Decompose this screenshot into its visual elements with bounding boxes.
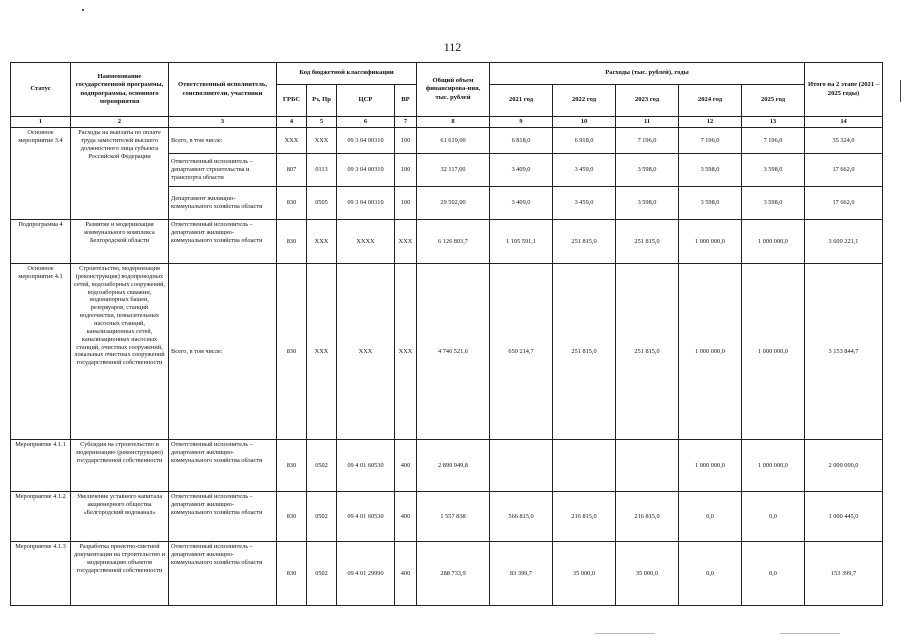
header-csr: ЦСР [337,85,395,117]
cell-grbs: 807 [277,154,307,187]
row-status: Мероприятие 4.1.1 [11,440,71,492]
header-expenses: Расходы (тыс. рублей), годы [490,63,805,85]
row-executor: Всего, в том числе: [169,264,277,440]
cell-2025: 1 000 000,0 [742,220,805,264]
cell-2022: 251 815,0 [553,264,616,440]
cell-2025: 3 598,0 [742,154,805,187]
header-vr: ВР [395,85,417,117]
cell-2024: 3 598,0 [679,154,742,187]
header-2022: 2022 год [553,85,616,117]
cell-2023: 216 815,0 [616,492,679,542]
column-number: 8 [417,117,490,128]
cell-2025: 0,0 [742,492,805,542]
cell-grbs: 830 [277,440,307,492]
column-number: 9 [490,117,553,128]
row-executor: Департамент жилищно-коммунального хозяйства области [169,187,277,220]
column-number: 6 [337,117,395,128]
row-executor: Ответственный исполнитель – департамент жилищно-коммунального хозяйства области [169,440,277,492]
table-row [11,220,883,264]
cell-grbs: 830 [277,264,307,440]
column-number: 2 [71,117,169,128]
cell-2021: 83 399,7 [490,542,553,606]
cell-grbs: 830 [277,542,307,606]
cell-itogo: 17 662,0 [805,187,883,220]
cell-itogo: 3 153 844,7 [805,264,883,440]
cell-rzpr: ХХХ [307,264,337,440]
cell-grbs: 830 [277,220,307,264]
cell-2021 [490,440,553,492]
cell-total: 1 557 838 [417,492,490,542]
table-row [11,264,883,440]
row-name: Развитие и модернизация коммунального комплекса Белгородской области [71,220,169,264]
cell-rzpr: ХХХ [307,220,337,264]
scan-line [780,633,840,634]
cell-grbs: 830 [277,492,307,542]
cell-itogo: 153 399,7 [805,542,883,606]
cell-2023: 3 598,0 [616,154,679,187]
cell-vr: ХХХ [395,220,417,264]
cell-vr: 400 [395,440,417,492]
scan-speck [82,9,84,11]
row-executor: Ответственный исполнитель – департамент жилищно-коммунального хозяйства области [169,220,277,264]
cell-total: 61 619,00 [417,128,490,154]
cell-rzpr: 0113 [307,154,337,187]
cell-2025: 1 000 000,0 [742,440,805,492]
cell-csr: 09 3 04 00310 [337,128,395,154]
cell-itogo: 3 609 221,1 [805,220,883,264]
cell-rzpr: 0502 [307,440,337,492]
row-status: Подпрограмма 4 [11,220,71,264]
cell-2021: 3 409,0 [490,187,553,220]
cell-total: 32 117,00 [417,154,490,187]
header-itogo: Итого на 2 этапе (2021 – 2025 годы) [805,63,883,117]
cell-vr: 100 [395,187,417,220]
header-2021: 2021 год [490,85,553,117]
cell-2022: 216 815,0 [553,492,616,542]
header-2024: 2024 год [679,85,742,117]
row-name: Строительство, модернизация (реконструкция) водопроводных сетей, водозаборных сооружений, водозаборных скважин, водонапорных башен, резервуаров, станций водоочистки, повысительных насосных станций, канализационных сетей, канализационных насосных станций, очистных сооружений, локальных очистных сооружений государственной собственности [71,264,169,440]
cell-rzpr: 0505 [307,187,337,220]
row-name: Разработка проектно-сметной документации на строительство и модернизацию объектов государственной собственности [71,542,169,606]
header-2025: 2025 год [742,85,805,117]
cell-vr: 100 [395,154,417,187]
cell-csr: 09 4 01 60530 [337,440,395,492]
row-name: Расходы на выплаты по оплате труда заместителей высшего должностного лица субъекта Российской Федерации [71,128,169,220]
cell-rzpr: ХХХ [307,128,337,154]
cell-2022: 3 459,0 [553,154,616,187]
cell-total: 4 746 521,6 [417,264,490,440]
cell-csr: 09 3 04 00310 [337,154,395,187]
cell-itogo: 2 000 000,0 [805,440,883,492]
cell-csr: 09 4 01 29990 [337,542,395,606]
column-number: 7 [395,117,417,128]
row-name: Субсидия на строительство и модернизацию (реконструкцию) государственной собственности [71,440,169,492]
cell-csr: 09 3 04 00310 [337,187,395,220]
cell-2025: 0,0 [742,542,805,606]
cell-2024: 7 196,0 [679,128,742,154]
row-executor: Ответственный исполнитель – департамент жилищно-коммунального хозяйства области [169,492,277,542]
scan-line [595,633,655,634]
cell-2023: 3 598,0 [616,187,679,220]
cell-vr: 400 [395,492,417,542]
cell-grbs: 830 [277,187,307,220]
cell-2025: 3 598,0 [742,187,805,220]
cell-2021: 3 409,0 [490,154,553,187]
row-status: Основное мероприятие 3.4 [11,128,71,220]
cell-csr: 09 4 01 60530 [337,492,395,542]
header-status: Статус [11,63,71,117]
header-total-volume: Общий объем финансирова-ния, тыс. рублей [417,63,490,117]
cell-2021: 1 105 591,1 [490,220,553,264]
cell-grbs: ХХХ [277,128,307,154]
row-status: Мероприятие 4.1.2 [11,492,71,542]
cell-2021: 6 818,0 [490,128,553,154]
column-number: 3 [169,117,277,128]
cell-2025: 7 196,0 [742,128,805,154]
cell-itogo: 17 662,0 [805,154,883,187]
column-number: 10 [553,117,616,128]
cell-2023: 7 196,0 [616,128,679,154]
cell-2022: 251 815,0 [553,220,616,264]
cell-rzpr: 0502 [307,492,337,542]
page-number: 112 [443,40,462,54]
cell-2024: 0,0 [679,492,742,542]
cell-2023: 251 815,0 [616,220,679,264]
column-number: 1 [11,117,71,128]
row-executor: Ответственный исполнитель – департамент жилищно-коммунального хозяйства области [169,542,277,606]
header-2023: 2023 год [616,85,679,117]
column-number: 12 [679,117,742,128]
table-row [11,440,883,492]
table-row [11,492,883,542]
cell-csr: ХХХХ [337,220,395,264]
column-number: 13 [742,117,805,128]
cell-2025: 1 000 000,0 [742,264,805,440]
cell-2021: 650 214,7 [490,264,553,440]
cell-total: 288 733,9 [417,542,490,606]
cell-vr: 100 [395,128,417,154]
row-name: Увеличение уставного капитала акционерного общества «Белгородский водоканал» [71,492,169,542]
cell-vr: 400 [395,542,417,606]
cell-total: 6 126 803,7 [417,220,490,264]
cell-2022: 6 918,0 [553,128,616,154]
cell-2022: 35 000,0 [553,542,616,606]
row-status: Основное мероприятие 4.1 [11,264,71,440]
budget-table [10,62,883,606]
cell-csr: ХХХ [337,264,395,440]
column-number: 5 [307,117,337,128]
row-executor: Всего, в том числе: [169,128,277,154]
column-number: 4 [277,117,307,128]
cell-itogo: 1 000 445,0 [805,492,883,542]
scan-mark [900,80,901,102]
cell-total: 29 502,00 [417,187,490,220]
cell-2023: 35 000,0 [616,542,679,606]
cell-rzpr: 0502 [307,542,337,606]
cell-2024: 1 000 000,0 [679,264,742,440]
row-status: Мероприятие 4.1.3 [11,542,71,606]
cell-2023 [616,440,679,492]
table-row [11,542,883,606]
cell-vr: ХХХ [395,264,417,440]
header-kbk: Код бюджетной классификации [277,63,417,85]
header-executor: Ответственный исполнитель, соисполнители, участники [169,63,277,117]
cell-2021: 566 815,0 [490,492,553,542]
cell-2024: 1 000 000,0 [679,440,742,492]
header-rzpr: Рз, Пр [307,85,337,117]
cell-2023: 251 815,0 [616,264,679,440]
cell-2024: 1 000 000,0 [679,220,742,264]
cell-2022: 3 459,0 [553,187,616,220]
cell-2022 [553,440,616,492]
cell-itogo: 35 324,0 [805,128,883,154]
header-grbs: ГРБС [277,85,307,117]
cell-2024: 3 598,0 [679,187,742,220]
cell-2024: 0,0 [679,542,742,606]
row-executor: Ответственный исполнитель – департамент строительства и транспорта области [169,154,277,187]
table-row [11,128,883,154]
column-number: 14 [805,117,883,128]
column-number: 11 [616,117,679,128]
header-name: Наименование государственной программы, подпрограммы, основного мероприятия [71,63,169,117]
cell-total: 2 899 949,8 [417,440,490,492]
